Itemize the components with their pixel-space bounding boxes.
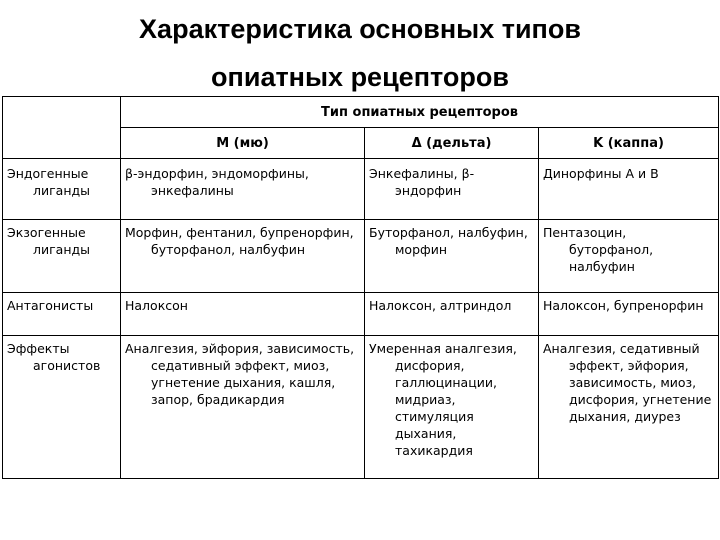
row-label-agonist-effects: Эффекты агонистов bbox=[3, 336, 121, 479]
cell-kappa: Пентазоцин, буторфанол, налбуфин bbox=[539, 220, 719, 293]
column-header-delta: Δ (дельта) bbox=[365, 128, 539, 159]
cell-delta: Буторфанол, налбуфин, морфин bbox=[365, 220, 539, 293]
row-label-antagonists: Антагонисты bbox=[3, 293, 121, 336]
cell-mu: Аналгезия, эйфория, зависимость, седативный эффект, миоз, угнетение дыхания, кашля, запор, брадикардия bbox=[121, 336, 365, 479]
row-label-endogenous: Эндогенные лиганды bbox=[3, 159, 121, 220]
table-row bbox=[3, 159, 719, 220]
table-row bbox=[3, 336, 719, 479]
receptor-type-header: Тип опиатных рецепторов bbox=[121, 97, 719, 128]
cell-kappa: Налоксон, бупренорфин bbox=[539, 293, 719, 336]
column-header-kappa: K (каппа) bbox=[539, 128, 719, 159]
table-corner-cell bbox=[3, 97, 121, 159]
page-title-line-1: Характеристика основных типов bbox=[139, 14, 581, 44]
cell-delta: Умеренная аналгезия, дисфория, галлюцинации, мидриаз, стимуляция дыхания, тахикардия bbox=[365, 336, 539, 479]
column-header-mu: M (мю) bbox=[121, 128, 365, 159]
table-row bbox=[3, 220, 719, 293]
page-title-line-2: опиатных рецепторов bbox=[211, 62, 509, 92]
receptor-table bbox=[2, 96, 719, 479]
table-group-header-row bbox=[3, 97, 719, 128]
cell-mu: Налоксон bbox=[121, 293, 365, 336]
cell-kappa: Аналгезия, седативный эффект, эйфория, зависимость, миоз, дисфория, угнетение дыхания, диурез bbox=[539, 336, 719, 479]
cell-mu: Морфин, фентанил, бупренорфин, буторфанол, налбуфин bbox=[121, 220, 365, 293]
table-row bbox=[3, 293, 719, 336]
cell-mu: β-эндорфин, эндоморфины, энкефалины bbox=[121, 159, 365, 220]
row-label-exogenous: Экзогенные лиганды bbox=[3, 220, 121, 293]
cell-kappa: Динорфины А и В bbox=[539, 159, 719, 220]
cell-delta: Энкефалины, β-эндорфин bbox=[365, 159, 539, 220]
cell-delta: Налоксон, алтриндол bbox=[365, 293, 539, 336]
